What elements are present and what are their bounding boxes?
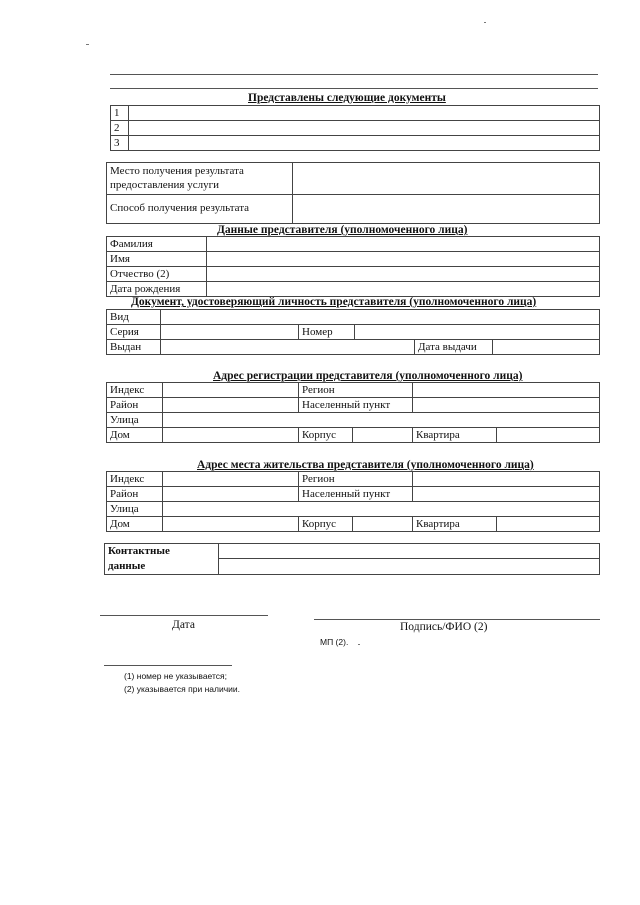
table-row: [107, 502, 600, 517]
birthdate-label: Дата рождения: [107, 282, 207, 297]
reg-locality-label: Населенный пункт: [299, 398, 413, 413]
reg-region-label: Регион: [299, 383, 413, 398]
table-row: [107, 428, 600, 443]
res-locality-field[interactable]: [413, 487, 600, 502]
reg-address-table: [106, 382, 600, 443]
res-district-label: Район: [107, 487, 163, 502]
res-region-label: Регион: [299, 472, 413, 487]
table-row: [107, 163, 600, 195]
stamp-label: МП (2).: [320, 637, 349, 647]
reg-apartment-field[interactable]: [497, 428, 600, 443]
reg-house-field[interactable]: [163, 428, 299, 443]
doc-series-label: Серия: [107, 325, 161, 340]
contacts-field-1[interactable]: [219, 544, 600, 559]
patronymic-label: Отчество (2): [107, 267, 207, 282]
table-row: [107, 310, 600, 325]
reg-building-label: Корпус: [299, 428, 353, 443]
reg-index-field[interactable]: [163, 383, 299, 398]
table-row: [107, 487, 600, 502]
table-row: [105, 559, 600, 575]
table-row: [111, 136, 600, 151]
signature-line: [314, 619, 600, 620]
scan-mark: [358, 644, 360, 645]
res-apartment-label: Квартира: [413, 517, 497, 532]
footnote-1: (1) номер не указывается;: [124, 671, 228, 681]
contacts-label: Контактные: [105, 544, 219, 559]
res-region-field[interactable]: [413, 472, 600, 487]
document-field[interactable]: [129, 106, 600, 121]
contacts-label-2: данные: [105, 559, 219, 575]
doc-issued-label: Выдан: [107, 340, 161, 355]
reg-district-label: Район: [107, 398, 163, 413]
scan-mark: [484, 22, 486, 23]
table-row: [105, 544, 600, 559]
table-row: [107, 472, 600, 487]
top-rule: [110, 74, 598, 75]
reg-index-label: Индекс: [107, 383, 163, 398]
table-row: [111, 106, 600, 121]
result-place-field[interactable]: [293, 163, 600, 195]
res-building-label: Корпус: [299, 517, 353, 532]
table-row: [107, 267, 600, 282]
table-row: [107, 237, 600, 252]
res-index-field[interactable]: [163, 472, 299, 487]
documents-table: [110, 105, 600, 151]
res-house-field[interactable]: [163, 517, 299, 532]
contacts-table: [104, 543, 600, 575]
reg-district-field[interactable]: [163, 398, 299, 413]
table-row: [107, 282, 600, 297]
result-method-field[interactable]: [293, 195, 600, 224]
res-apartment-field[interactable]: [497, 517, 600, 532]
table-row: [107, 517, 600, 532]
identity-doc-title: Документ, удостоверяющий личность представителя (уполномоченного лица): [131, 296, 537, 308]
table-row: [107, 398, 600, 413]
date-line: [100, 615, 268, 616]
surname-label: Фамилия: [107, 237, 207, 252]
res-address-title: Адрес места жительства представителя (уполномоченного лица): [197, 459, 534, 471]
res-street-label: Улица: [107, 502, 163, 517]
document-number: 1: [111, 106, 129, 121]
doc-series-field[interactable]: [161, 325, 299, 340]
doc-issue-date-field[interactable]: [493, 340, 600, 355]
res-locality-label: Населенный пункт: [299, 487, 413, 502]
res-house-label: Дом: [107, 517, 163, 532]
doc-issued-field[interactable]: [161, 340, 415, 355]
birthdate-field[interactable]: [207, 282, 600, 297]
doc-type-label: Вид: [107, 310, 161, 325]
res-address-table: [106, 471, 600, 532]
table-row: [107, 252, 600, 267]
document-field[interactable]: [129, 136, 600, 151]
footnote-2: (2) указывается при наличии.: [124, 684, 241, 694]
result-table: [106, 162, 600, 224]
identity-doc-table: [106, 309, 600, 355]
reg-apartment-label: Квартира: [413, 428, 497, 443]
doc-number-field[interactable]: [355, 325, 600, 340]
top-rule: [110, 88, 598, 89]
document-number: 2: [111, 121, 129, 136]
table-row: [107, 340, 600, 355]
res-index-label: Индекс: [107, 472, 163, 487]
table-row: [107, 325, 600, 340]
reg-locality-field[interactable]: [413, 398, 600, 413]
result-place-label: Место получения результата предоставления услуги: [107, 163, 293, 195]
name-field[interactable]: [207, 252, 600, 267]
res-building-field[interactable]: [353, 517, 413, 532]
representative-table: [106, 236, 600, 297]
reg-house-label: Дом: [107, 428, 163, 443]
table-row: [111, 121, 600, 136]
doc-number-label: Номер: [299, 325, 355, 340]
reg-street-label: Улица: [107, 413, 163, 428]
documents-title: Представлены следующие документы: [248, 92, 446, 104]
reg-address-title: Адрес регистрации представителя (уполномоченного лица): [213, 370, 523, 382]
table-row: [107, 195, 600, 224]
footnote-rule: [104, 665, 232, 666]
representative-title: Данные представителя (уполномоченного лица): [217, 224, 468, 236]
signature-label: Подпись/ФИО (2): [400, 621, 488, 633]
contacts-field-2[interactable]: [219, 559, 600, 575]
table-row: [107, 383, 600, 398]
reg-region-field[interactable]: [413, 383, 600, 398]
date-label: Дата: [172, 619, 195, 631]
res-street-field[interactable]: [163, 502, 600, 517]
document-field[interactable]: [129, 121, 600, 136]
scan-mark: [86, 44, 89, 45]
result-method-label: Способ получения результата: [107, 195, 293, 224]
doc-issue-date-label: Дата выдачи: [415, 340, 493, 355]
patronymic-field[interactable]: [207, 267, 600, 282]
res-district-field[interactable]: [163, 487, 299, 502]
document-number: 3: [111, 136, 129, 151]
reg-building-field[interactable]: [353, 428, 413, 443]
surname-field[interactable]: [207, 237, 600, 252]
doc-type-field[interactable]: [161, 310, 600, 325]
name-label: Имя: [107, 252, 207, 267]
reg-street-field[interactable]: [163, 413, 600, 428]
table-row: [107, 413, 600, 428]
